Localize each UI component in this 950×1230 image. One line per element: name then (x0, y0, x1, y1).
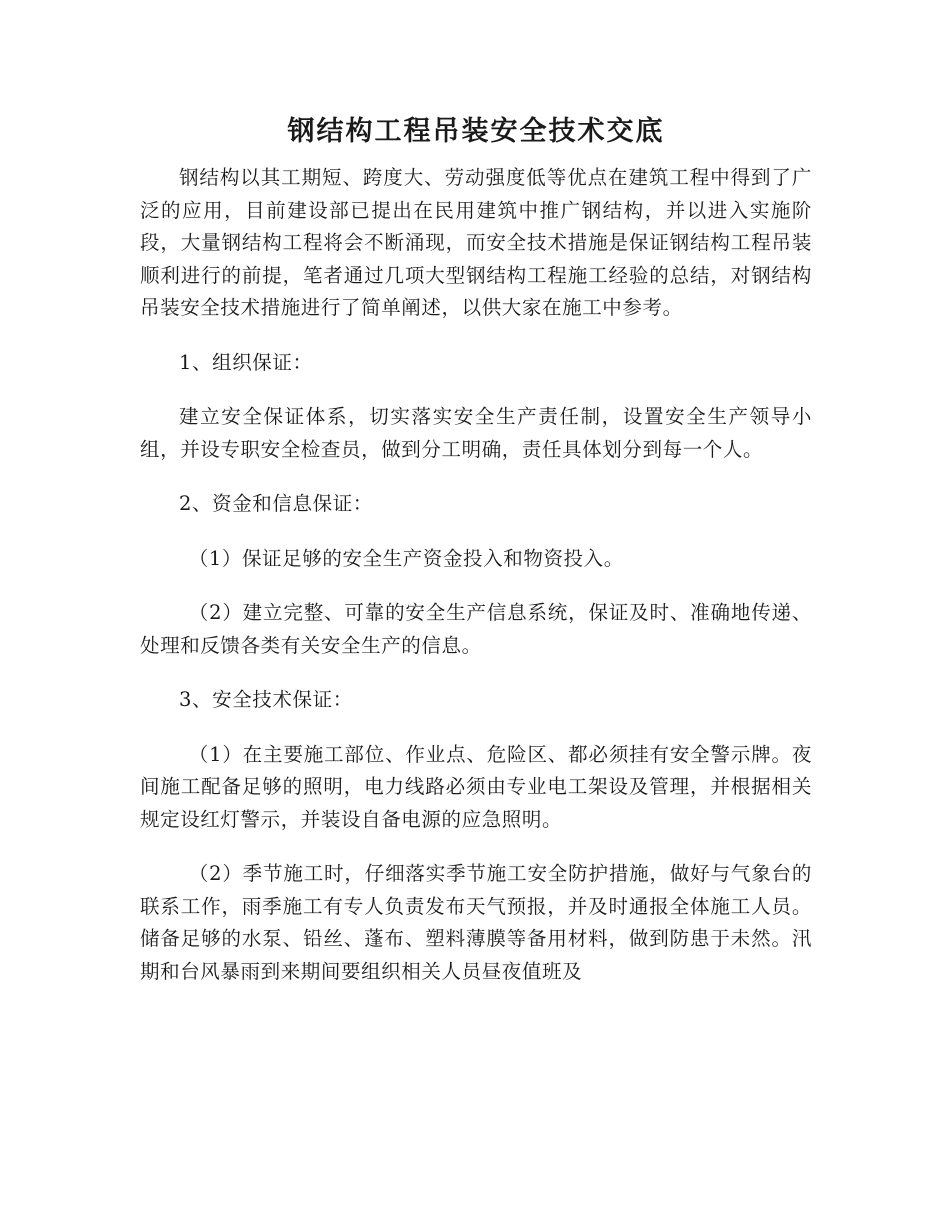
heading-organization: 1、组织保证： (179, 350, 313, 374)
paragraph-warning-signs: （1）在主要施工部位、作业点、危险区、都必须挂有安全警示牌。夜间施工配备足够的照明，电力线路必须由专业电工架设及管理，并根据相关规定设红灯警示，并装设自备电源的应急照明。 (140, 742, 812, 831)
paragraph-intro: 钢结构以其工期短、跨度大、劳动强度低等优点在建筑工程中得到了广泛的应用，目前建设部已提出在民用建筑中推广钢结构，并以进入实施阶段，大量钢结构工程将会不断涌现，而安全技术措施是保证钢结构工程吊装顺利进行的前提，笔者通过几项大型钢结构工程施工经验的总结，对钢结构吊装安全技术措施进行了简单阐述，以供大家在施工中参考。 (140, 166, 812, 319)
document-page (140, 112, 812, 1010)
document-title: 钢结构工程吊装安全技术交底 (287, 116, 665, 147)
paragraph-info-system: （2）建立完整、可靠的安全生产信息系统，保证及时、准确地传递、处理和反馈各类有关安全生产的信息。 (140, 601, 812, 657)
paragraph-funding: （1）保证足够的安全生产资金投入和物资投入。 (188, 546, 624, 570)
heading-funding-info: 2、资金和信息保证： (179, 492, 373, 515)
paragraph-seasonal: （2）季节施工时，仔细落实季节施工安全防护措施，做好与气象台的联系工作，雨季施工有专人负责发布天气预报，并及时通报全体施工人员。储备足够的水泵、铅丝、蓬布、塑料薄膜等备用材料，做到防患于未然。汛期和台风暴雨到来期间要组织相关人员昼夜值班及 (140, 862, 812, 983)
paragraph-organization: 建立安全保证体系，切实落实安全生产责任制，设置安全生产领导小组，并设专职安全检查员，做到分工明确，责任具体划分到每一个人。 (140, 405, 812, 461)
heading-safety-tech: 3、安全技术保证： (179, 688, 353, 711)
